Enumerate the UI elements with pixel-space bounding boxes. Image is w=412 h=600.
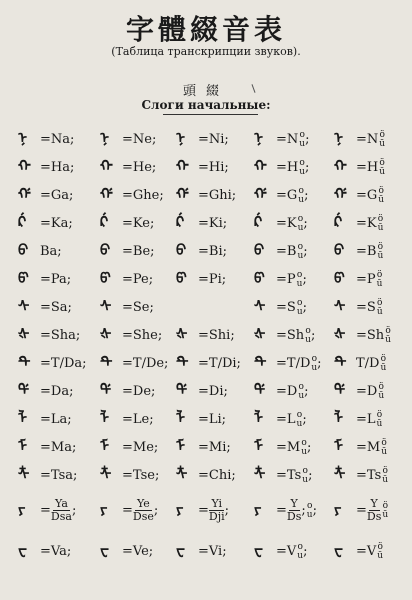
syllable-value: =T/D (276, 356, 311, 371)
manchu-glyph: ᠪ (100, 241, 111, 259)
syllable-value: =D (356, 384, 378, 399)
table-cell: ᠶ = $\frac{Yi}{\text{Dji}}$ ; (176, 494, 229, 524)
manchu-glyph: ᠰ (334, 297, 346, 315)
table-cell (100, 380, 155, 400)
table-cell (18, 408, 72, 428)
manchu-glyph: ᠮ (254, 437, 264, 455)
vowel-stack: ö ū (376, 297, 383, 317)
section-heading-ru: Слоги начальные: (141, 98, 271, 112)
table-row (18, 212, 408, 232)
table-cell (100, 436, 158, 456)
table-cell (176, 324, 235, 344)
table-cell (176, 352, 241, 372)
syllable-value: =T/Di; (198, 356, 241, 371)
table-cell: ᠪ =B o u ; (254, 241, 308, 261)
table-row (18, 156, 408, 176)
syllable-value: =G (356, 188, 378, 203)
syllable-value: =Ga; (40, 188, 74, 203)
table-cell (100, 128, 156, 148)
syllable-value: =B (356, 244, 377, 259)
manchu-glyph: ᠯ (334, 409, 344, 427)
syllable-value: =Pe; (122, 272, 154, 287)
vowel-stack: o u (296, 409, 303, 429)
syllable-value: =S (276, 300, 296, 315)
table-cell: ᠶ = $\frac{Y}{Ds}$ ö ū (334, 494, 388, 524)
manchu-glyph: ᡤ (254, 185, 267, 203)
manchu-glyph: ᠬ (334, 157, 347, 175)
syllable-value: =Sa; (40, 300, 72, 315)
manchu-glyph: ᡩ (254, 381, 266, 399)
vowel-stack: o u (296, 269, 303, 289)
table-cell (100, 324, 162, 344)
syllable-value: =N (276, 132, 299, 147)
manchu-glyph: ᡧ (100, 325, 112, 343)
table-cell (334, 268, 382, 288)
table-cell: ᠶ = $\frac{Ya}{\text{Dsa}}$ ; (18, 494, 76, 524)
table-cell (334, 436, 387, 456)
manchu-glyph: ᡬ (100, 213, 109, 231)
manchu-glyph: ᠰ (18, 297, 30, 315)
table-cell (176, 156, 229, 176)
vowel-stack: o u (297, 541, 304, 561)
table-cell: ᠸ =V o u ; (254, 541, 308, 561)
table-cell (176, 380, 228, 400)
manchu-glyph: ᠸ (18, 541, 27, 559)
vowel-stack: ö ū (378, 381, 385, 401)
section-heading: 頭綴 (182, 84, 229, 99)
manchu-glyph: ᠮ (100, 437, 110, 455)
syllable-value: =Shi; (198, 328, 235, 343)
syllable-value: =T/Da; (40, 356, 87, 371)
manchu-glyph: ᡦ (176, 269, 187, 287)
manchu-glyph: ᡤ (18, 185, 31, 203)
syllable-value: =Tsa; (40, 468, 78, 483)
table-cell (18, 212, 73, 232)
syllable-value: =Va; (40, 544, 72, 559)
table-cell (334, 240, 383, 260)
manchu-glyph: ᠶ (334, 500, 342, 518)
table-cell (18, 540, 71, 560)
manchu-glyph: ᡬ (334, 213, 343, 231)
table-cell: ᡩ =D o u ; (254, 381, 309, 401)
table-cell: ᡤ =G o u ; (254, 185, 309, 205)
manchu-glyph: ᠯ (18, 409, 28, 427)
table-cell (334, 324, 391, 344)
vowel-stack: o u (299, 157, 306, 177)
manchu-glyph: ᡤ (176, 185, 189, 203)
vowel-stack: ö ū (377, 213, 384, 233)
manchu-glyph: ᠪ (18, 241, 29, 259)
table-cell (176, 212, 227, 232)
section-underline (163, 114, 258, 115)
manchu-glyph: ᡦ (334, 269, 345, 287)
syllable-value: =La; (40, 412, 72, 427)
vowel-stack: ö ū (382, 500, 389, 520)
vowel-stack: o u (296, 297, 303, 317)
fraction-value: $\frac{Yi}{\text{Dji}}$ (208, 497, 225, 523)
manchu-glyph: ᠶ (254, 500, 262, 518)
syllable-value: =Ke; (122, 216, 155, 231)
table-cell (176, 240, 227, 260)
syllable-value: =Bi; (198, 244, 227, 259)
vowel-stack: ö ū (380, 353, 387, 373)
manchu-glyph: ᡬ (18, 213, 27, 231)
table-cell (100, 352, 168, 372)
manchu-glyph: ᡩ (100, 381, 112, 399)
table-row (18, 324, 408, 344)
vowel-stack: ö ū (378, 185, 385, 205)
syllable-value: =Ve; (122, 544, 154, 559)
vowel-stack: ö ū (376, 409, 383, 429)
syllable-value: =Ghe; (122, 188, 164, 203)
table-row (18, 380, 408, 400)
vowel-stack: ö ū (377, 541, 384, 561)
fraction-value: $\frac{Ye}{\text{Dse}}$ (132, 497, 154, 523)
manchu-glyph: ᠪ (254, 241, 265, 259)
syllable-value: =She; (122, 328, 163, 343)
table-cell: ᠬ =H o u ; (254, 157, 310, 177)
manchu-glyph: ᠪ (334, 241, 345, 259)
vowel-stack: o u (297, 213, 304, 233)
table-cell: ᠨ =N o u ; (254, 129, 310, 149)
manchu-glyph: ᠨ (176, 129, 186, 147)
manchu-glyph: ᠶ (18, 500, 26, 518)
fraction-value: $\frac{Ya}{\text{Dsa}}$ (50, 497, 72, 523)
syllable-value: =Se; (122, 300, 154, 315)
syllable-value: =Mi; (198, 440, 231, 455)
table-cell (18, 352, 87, 372)
vowel-stack: ö ū (385, 325, 391, 345)
manchu-glyph: ᠸ (100, 541, 109, 559)
syllable-value: =D (276, 384, 298, 399)
table-cell (176, 436, 231, 456)
table-cell: ᡨ =T/D o u ; (254, 353, 322, 373)
syllable-value: Ba; (40, 244, 62, 259)
manchu-glyph: ᠸ (254, 541, 263, 559)
syllable-value: =M (356, 440, 381, 455)
syllable-value: =Sha; (40, 328, 81, 343)
table-cell: ᡬ =K o u ; (254, 213, 308, 233)
vowel-stack: ö ū (376, 269, 383, 289)
syllable-value: =Li; (198, 412, 227, 427)
table-cell (100, 212, 154, 232)
table-cell (18, 240, 62, 260)
table-cell (334, 464, 388, 484)
table-row (18, 184, 408, 204)
syllable-value: =Hi; (198, 160, 229, 175)
syllable-value: =Di; (198, 384, 228, 399)
manchu-glyph: ᠯ (254, 409, 264, 427)
manchu-glyph: ᠮ (334, 437, 344, 455)
manchu-glyph: ᡦ (18, 269, 29, 287)
table-cell (18, 464, 77, 484)
manchu-glyph: ᡨ (100, 353, 113, 371)
manchu-glyph: ᠨ (254, 129, 264, 147)
vowel-stack: o u (302, 465, 309, 485)
syllable-value: =Vi; (198, 544, 227, 559)
manchu-glyph: ᡦ (100, 269, 111, 287)
vowel-stack: ö ū (379, 157, 386, 177)
table-cell (334, 296, 383, 316)
manchu-glyph: ᠨ (334, 129, 344, 147)
manchu-glyph: ᡩ (334, 381, 346, 399)
manchu-glyph: ᠮ (18, 437, 28, 455)
table-cell (18, 380, 73, 400)
table-cell (18, 296, 72, 316)
syllable-value: =Ts (276, 468, 302, 483)
manchu-glyph: ᠰ (100, 297, 112, 315)
table-cell: ᠮ =M o u ; (254, 437, 312, 457)
table-cell (334, 156, 385, 176)
table-cell (100, 464, 159, 484)
vowel-stack: o u (298, 381, 305, 401)
vowel-stack: o u (301, 437, 308, 457)
syllable-value: =Pa; (40, 272, 72, 287)
table-cell: ᠶ = $\frac{Ye}{\text{Dse}}$ ; (100, 494, 158, 524)
vowel-stack: ö ū (379, 129, 386, 149)
manchu-glyph: ᠨ (18, 129, 28, 147)
syllable-value: =K (356, 216, 377, 231)
table-cell (176, 128, 229, 148)
table-cell (334, 128, 385, 148)
table-cell (176, 184, 236, 204)
syllable-value: =Pi; (198, 272, 227, 287)
syllable-value: =Da; (40, 384, 74, 399)
syllable-value: =Tse; (122, 468, 160, 483)
syllable-value: =Ni; (198, 132, 229, 147)
table-cell (100, 156, 156, 176)
table-cell (18, 268, 71, 288)
manchu-glyph: ᡧ (176, 325, 188, 343)
manchu-glyph: ᡮ (100, 465, 112, 483)
page-title: 字體綴音表 (125, 13, 286, 46)
manchu-glyph: ᡧ (254, 325, 266, 343)
manchu-glyph: ᠯ (100, 409, 110, 427)
table-row (18, 268, 408, 288)
table-cell: ᠯ =L o u ; (254, 409, 307, 429)
fraction-value: $\frac{Y}{Ds}$ (366, 497, 382, 523)
manchu-glyph: ᡨ (18, 353, 31, 371)
syllable-value: =T/De; (122, 356, 169, 371)
manchu-glyph: ᡮ (334, 465, 346, 483)
manchu-glyph: ᡨ (334, 353, 347, 371)
manchu-glyph: ᡨ (176, 353, 189, 371)
syllable-value: =Chi; (198, 468, 236, 483)
syllable-value: =P (276, 272, 296, 287)
table-cell (334, 540, 383, 560)
syllable-value: =G (276, 188, 298, 203)
syllable-value: =K (276, 216, 297, 231)
manchu-glyph: ᡤ (100, 185, 113, 203)
syllable-value: =H (356, 160, 379, 175)
table-cell (176, 540, 227, 560)
syllable-value: =V (356, 544, 377, 559)
syllable-value: =Sh (356, 328, 385, 343)
table-cell: ᠶ = $\frac{Y}{Ds}$ ; o u ; (254, 494, 317, 524)
syllable-value: =Na; (40, 132, 75, 147)
syllable-value: =H (276, 160, 299, 175)
manchu-glyph: ᡦ (254, 269, 265, 287)
vowel-stack: o u (299, 129, 306, 149)
syllable-value: =Ki; (198, 216, 228, 231)
manchu-glyph: ᡨ (254, 353, 267, 371)
vowel-stack: o u (306, 500, 313, 520)
table-cell: ᠰ =S o u ; (254, 297, 307, 317)
syllable-value: =P (356, 272, 376, 287)
syllable-value: =Ha; (40, 160, 75, 175)
table-row (18, 352, 408, 372)
syllable-value: =Sh (276, 328, 305, 343)
manchu-glyph: ᠬ (100, 157, 113, 175)
table-cell (176, 268, 226, 288)
table-cell (334, 212, 383, 232)
table-cell: ᡧ =Sh o u ; (254, 325, 316, 345)
syllable-value: =Le; (122, 412, 154, 427)
table-row (18, 494, 408, 524)
table-cell (100, 408, 154, 428)
vowel-stack: o u (305, 325, 311, 345)
manchu-glyph: ᡮ (18, 465, 30, 483)
syllable-value: =Ne; (122, 132, 157, 147)
table-cell (334, 352, 386, 372)
table-cell (176, 464, 236, 484)
table-row (18, 540, 408, 560)
manchu-glyph: ᡧ (18, 325, 30, 343)
table-row (18, 240, 408, 260)
syllable-value: =Ghi; (198, 188, 237, 203)
vowel-stack: ö ū (377, 241, 384, 261)
table-row (18, 296, 408, 316)
fraction-value: $\frac{Y}{Ds}$ (286, 497, 302, 523)
vowel-stack: ö ū (381, 437, 388, 457)
page-subtitle: (Таблица транскрипции звуков). (111, 45, 301, 58)
manchu-glyph: ᡮ (176, 465, 188, 483)
manchu-glyph: ᠸ (334, 541, 343, 559)
syllable-value: =De; (122, 384, 156, 399)
vowel-stack: o u (298, 185, 305, 205)
table-cell (100, 296, 154, 316)
table-cell (18, 128, 74, 148)
syllable-value: =He; (122, 160, 157, 175)
manchu-glyph: ᠬ (254, 157, 267, 175)
vowel-stack: ö ū (382, 465, 389, 485)
vowel-stack: o u (297, 241, 304, 261)
manchu-glyph: ᡧ (334, 325, 346, 343)
syllable-value: =Ma; (40, 440, 77, 455)
table-cell (334, 184, 384, 204)
manchu-glyph: ᠯ (176, 409, 186, 427)
table-cell (100, 540, 153, 560)
syllable-value: =B (276, 244, 297, 259)
syllable-value: =M (276, 440, 301, 455)
syllable-value: =Ka; (40, 216, 73, 231)
table-row (18, 464, 408, 484)
table-cell (100, 268, 153, 288)
manchu-glyph: ᠮ (176, 437, 186, 455)
manchu-glyph: ᠸ (176, 541, 185, 559)
manchu-glyph: ᡬ (176, 213, 185, 231)
syllable-value: =Ts (356, 468, 382, 483)
table-row (18, 408, 408, 428)
syllable-value: =S (356, 300, 376, 315)
table-cell (18, 436, 76, 456)
syllable-value: =Me; (122, 440, 159, 455)
manchu-glyph: ᡩ (18, 381, 30, 399)
manchu-glyph: ᡬ (254, 213, 263, 231)
syllable-value: =Be; (122, 244, 155, 259)
table-cell (18, 184, 73, 204)
table-cell: ᡮ =Ts o u ; (254, 465, 313, 485)
syllable-value: =N (356, 132, 379, 147)
manchu-glyph: ᠪ (176, 241, 187, 259)
manchu-glyph: ᠰ (254, 297, 266, 315)
manchu-glyph: ᠬ (176, 157, 189, 175)
table-cell (100, 184, 164, 204)
table-cell (100, 240, 155, 260)
manchu-glyph: ᠬ (18, 157, 31, 175)
syllable-value: =V (276, 544, 297, 559)
table-cell: ᡦ =P o u ; (254, 269, 307, 289)
syllable-value: T/D (356, 356, 380, 371)
vowel-stack: o u (311, 353, 318, 373)
syllable-value: =L (276, 412, 296, 427)
manchu-glyph: ᠶ (100, 500, 108, 518)
syllable-value: =L (356, 412, 376, 427)
table-cell (18, 324, 80, 344)
table-cell (334, 380, 384, 400)
manchu-glyph: ᡮ (254, 465, 266, 483)
table-row (18, 436, 408, 456)
manchu-glyph: ᠶ (176, 500, 184, 518)
manchu-glyph: ᡤ (334, 185, 347, 203)
table-cell (18, 156, 74, 176)
manchu-glyph: ᡩ (176, 381, 188, 399)
manchu-glyph: ᠨ (100, 129, 110, 147)
table-row (18, 128, 408, 148)
table-cell (176, 408, 226, 428)
table-cell (334, 408, 382, 428)
